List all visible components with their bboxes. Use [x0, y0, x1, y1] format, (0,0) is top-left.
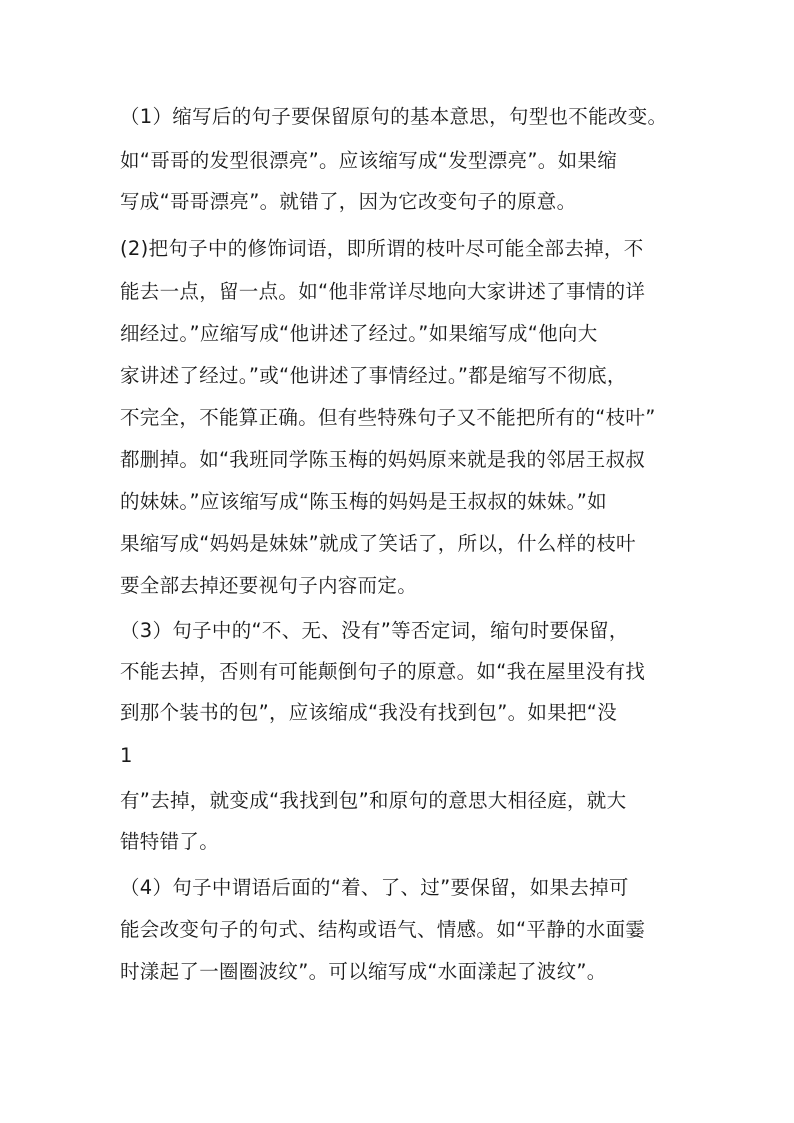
text-line: 要全部去掉还要视句子内容而定。	[120, 574, 418, 597]
text-line: 不完全，不能算正确。但有些特殊句子又不能把所有的“枝叶”	[120, 406, 656, 429]
text-line: （4）句子中谓语后面的“着、了、过”要保留，如果去掉可	[120, 876, 629, 899]
text-line: (2)把句子中的修饰词语，即所谓的枝叶尽可能全部去掉，不	[120, 237, 644, 260]
text-line: 到那个装书的包”，应该缩成“我没有找到包”。如果把“没	[120, 701, 618, 724]
text-line: 果缩写成“妈妈是妹妹”就成了笑话了，所以，什么样的枝叶	[120, 532, 636, 555]
text-line: 细经过。”应缩写成“他讲述了经过。”如果缩写成“他向大	[120, 322, 598, 345]
text-line: （3）句子中的“不、无、没有”等否定词，缩句时要保留，	[120, 619, 629, 642]
text-line: 写成“哥哥漂亮”。就错了，因为它改变句子的原意。	[120, 190, 577, 213]
text-line: （1）缩写后的句子要保留原句的基本意思，句型也不能改变。	[120, 105, 668, 128]
text-line: 都删掉。如“我班同学陈玉梅的妈妈原来就是我的邻居王叔叔	[120, 448, 646, 471]
text-line: 有”去掉，就变成“我找到包”和原句的意思大相径庭，就大	[120, 789, 627, 812]
text-line: 家讲述了经过。”或“他讲述了事情经过。”都是缩写不彻底，	[120, 364, 627, 387]
text-line: 错特错了。	[120, 830, 220, 853]
text-line: 时漾起了一圈圈波纹”。可以缩写成“水面漾起了波纹”。	[120, 960, 607, 983]
text-line: 不能去掉，否则有可能颠倒句子的原意。如“我在屋里没有找	[120, 660, 646, 683]
page-number: 1	[120, 744, 133, 767]
text-line: 能去一点，留一点。如“他非常详尽地向大家讲述了事情的详	[120, 280, 646, 303]
text-line: 如“哥哥的发型很漂亮”。应该缩写成“发型漂亮”。如果缩	[120, 149, 618, 172]
text-line: 的妹妹。”应该缩写成“陈玉梅的妈妈是王叔叔的妹妹。”如	[120, 490, 607, 513]
text-line: 能会改变句子的句式、结构或语气、情感。如“平静的水面霎	[120, 918, 646, 941]
